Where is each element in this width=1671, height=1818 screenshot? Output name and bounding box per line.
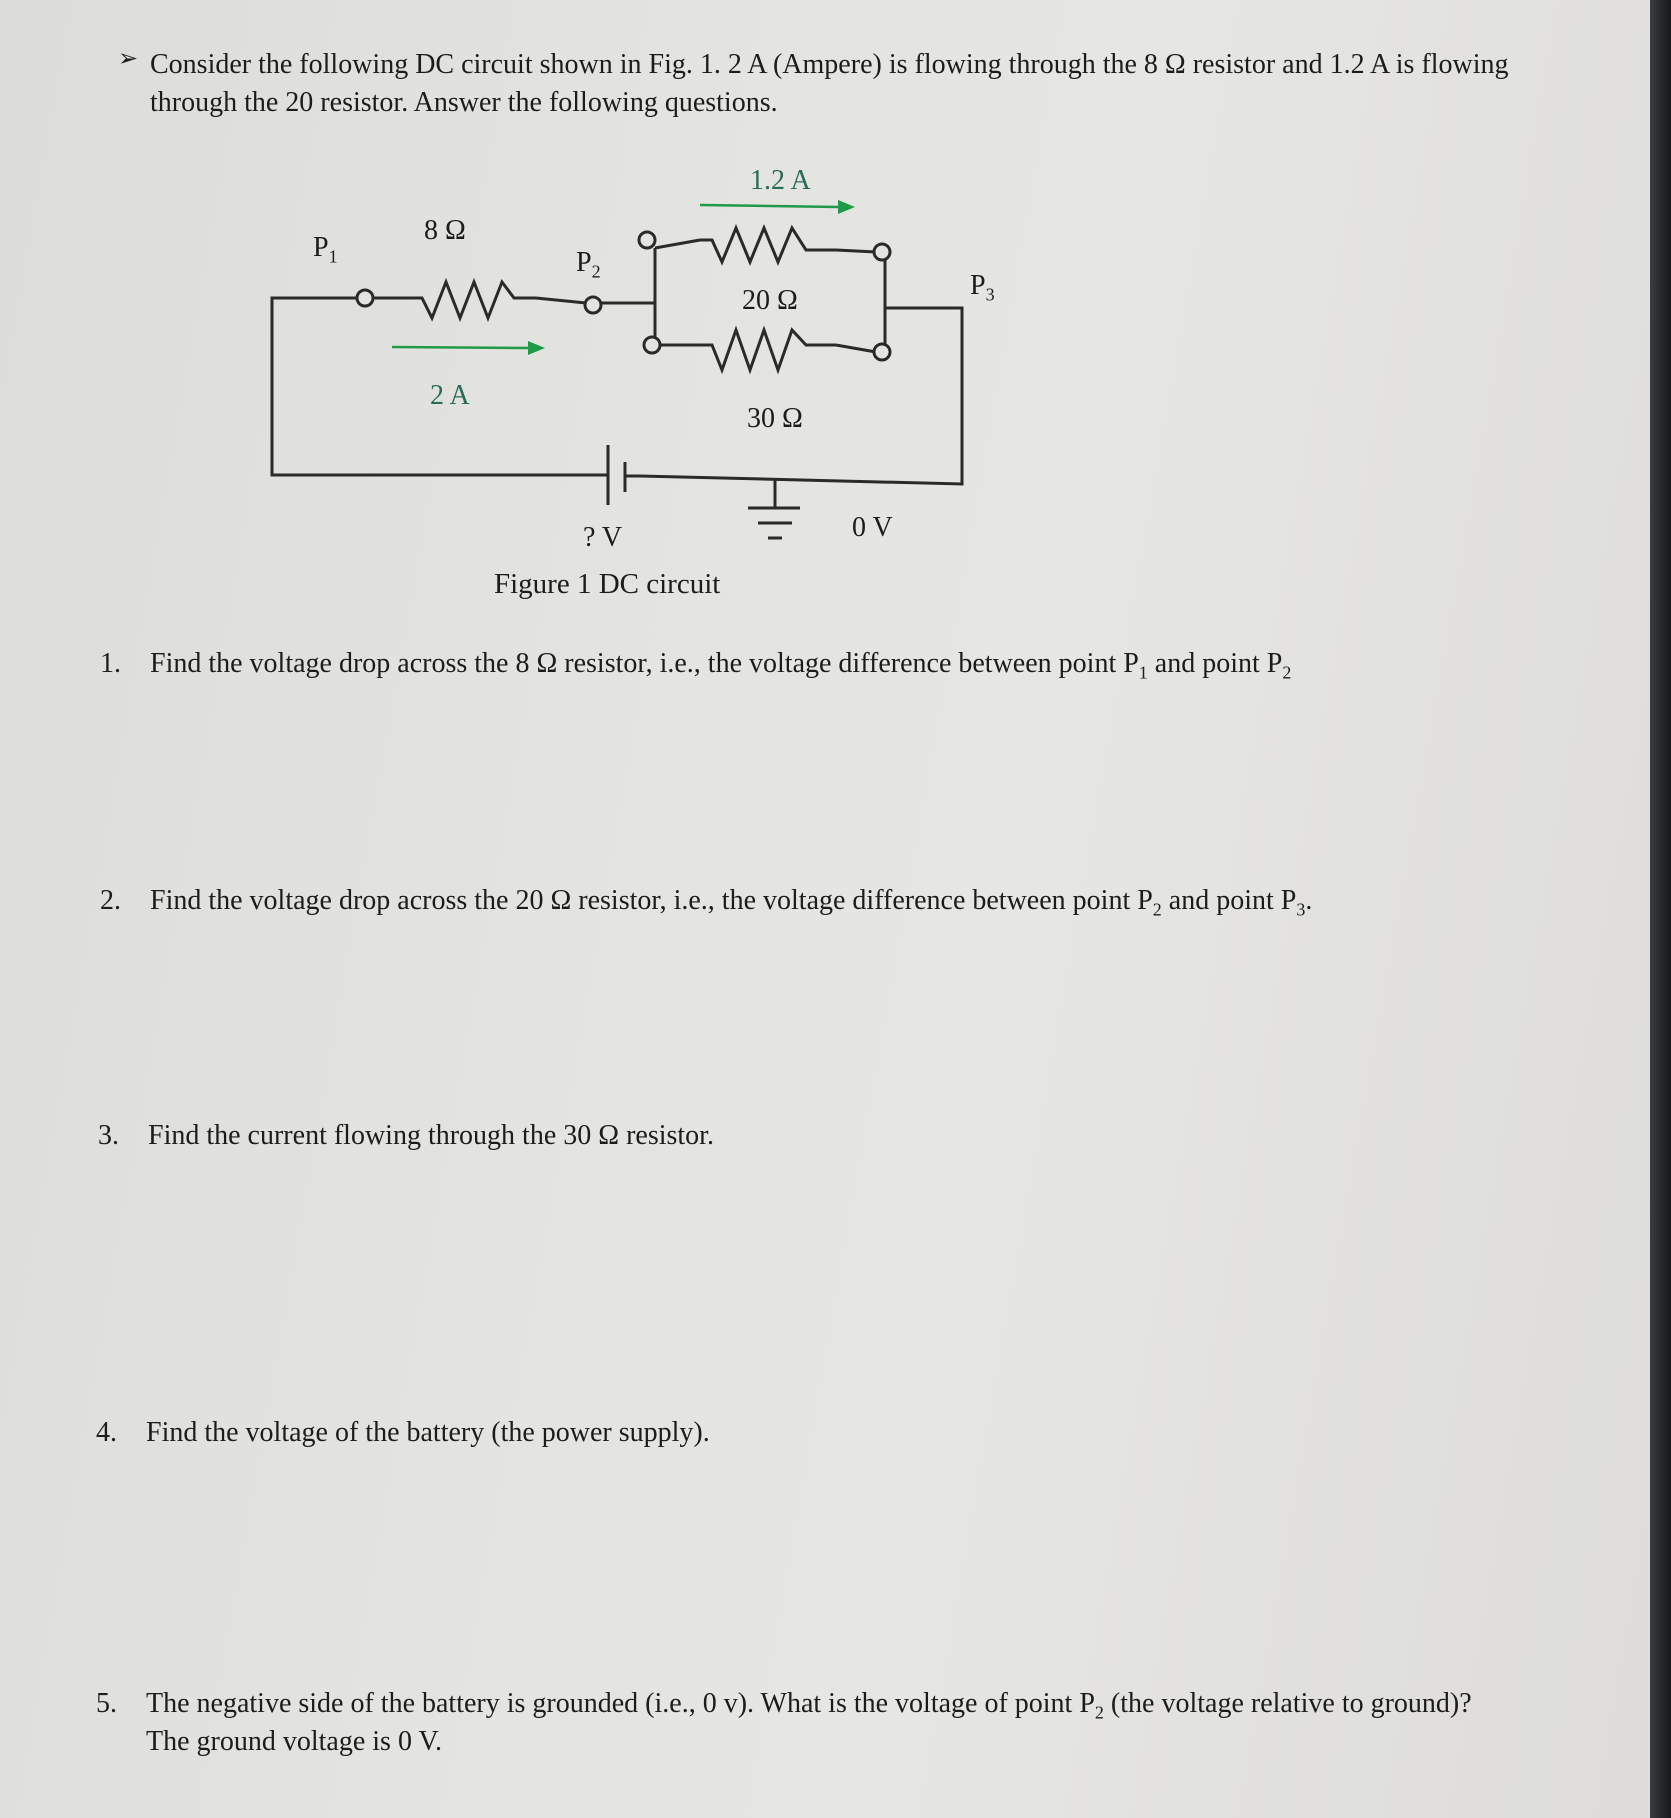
dc-circuit-diagram bbox=[0, 0, 1671, 640]
question-1: 1. Find the voltage drop across the 8 Ω resistor, i.e., the voltage difference between point $P_1$ and point $P_2$ bbox=[100, 648, 1292, 683]
terminal-p1 bbox=[357, 290, 373, 306]
terminal-30-left bbox=[644, 337, 660, 353]
terminal-20-left bbox=[639, 232, 655, 248]
intro-bullet: ➢ bbox=[118, 46, 139, 72]
question-number: 4. bbox=[96, 1417, 117, 1448]
label-battery-voltage: ? V bbox=[583, 522, 623, 553]
label-current-1-2a: 1.2 A bbox=[750, 165, 811, 196]
question-number: 3. bbox=[98, 1120, 119, 1151]
question-number: 5. bbox=[96, 1688, 117, 1719]
wire-r8-p2 bbox=[536, 298, 586, 303]
intro-paragraph: Consider the following DC circuit shown in Fig. 1. 2 A (Ampere) is flowing through the 8 Ω resistor and 1.2 A is flowing through the 20 resistor. Answer the following questions. bbox=[150, 49, 1509, 118]
arrow-2a-head bbox=[528, 341, 545, 355]
resistor-8-ohm bbox=[410, 282, 536, 318]
label-p1: $P_1$ bbox=[313, 232, 338, 267]
terminal-p2 bbox=[585, 297, 601, 313]
terminal-20-right bbox=[874, 244, 890, 260]
label-p2: $P_2$ bbox=[576, 247, 601, 282]
arrow-1-2a-head bbox=[838, 200, 855, 214]
arrow-2a bbox=[392, 347, 528, 348]
question-5-line-2: The ground voltage is 0 V. bbox=[146, 1726, 443, 1757]
label-ground-voltage: 0 V bbox=[852, 512, 893, 543]
question-number: 1. bbox=[100, 648, 121, 679]
label-8-ohm: 8 Ω bbox=[424, 215, 466, 246]
figure-caption: Figure 1 DC circuit bbox=[494, 568, 721, 600]
wire-right bbox=[640, 308, 962, 484]
resistor-20-ohm bbox=[700, 228, 836, 262]
question-number: 2. bbox=[100, 885, 121, 916]
terminal-30-right bbox=[874, 344, 890, 360]
question-3: 3. Find the current flowing through the 30 Ω resistor. bbox=[98, 1120, 714, 1151]
arrow-1-2a bbox=[700, 205, 838, 207]
question-2: 2. Find the voltage drop across the 20 Ω resistor, i.e., the voltage difference between point $P_2$ and point $P_3$. bbox=[100, 885, 1313, 920]
question-5: 5. The negative side of the battery is grounded (i.e., 0 v). What is the voltage of point $P_2$ (the voltage relative to ground)? bbox=[96, 1688, 1472, 1723]
label-p3: $P_3$ bbox=[970, 270, 995, 305]
label-current-2a: 2 A bbox=[430, 380, 470, 411]
question-4: 4. Find the voltage of the battery (the power supply). bbox=[96, 1417, 710, 1448]
resistor-30-ohm bbox=[700, 330, 836, 370]
ground-symbol bbox=[748, 480, 800, 538]
label-30-ohm: 30 Ω bbox=[747, 403, 803, 434]
label-20-ohm: 20 Ω bbox=[742, 285, 798, 316]
